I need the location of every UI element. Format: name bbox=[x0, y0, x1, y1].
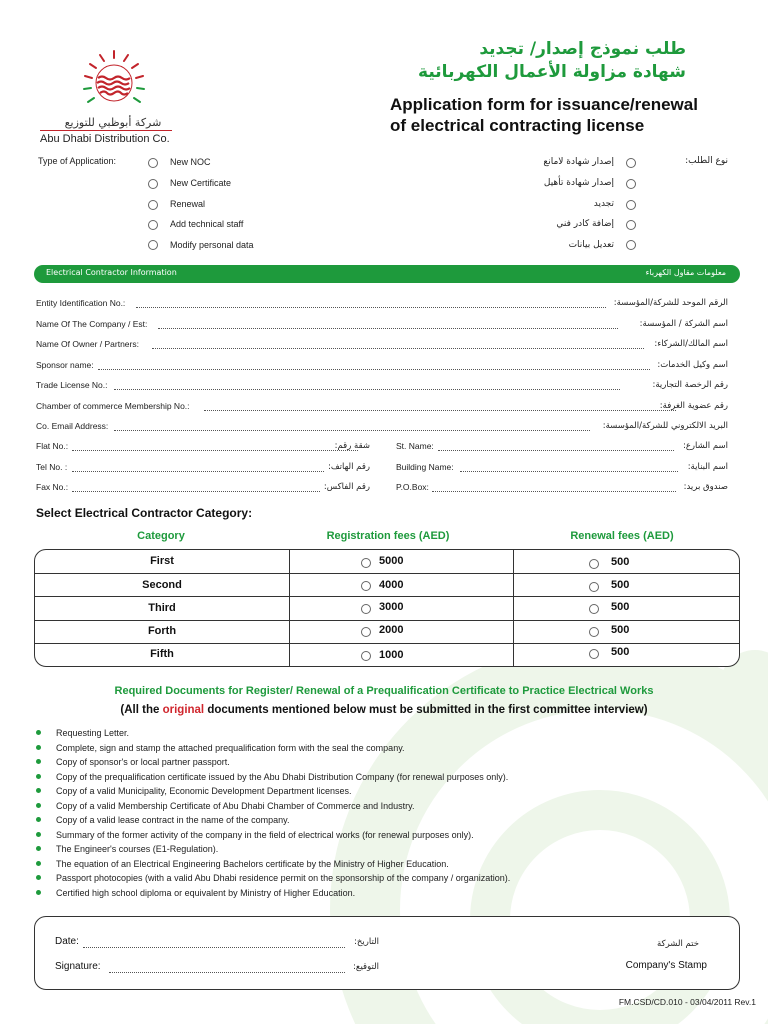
list-item bbox=[36, 828, 716, 842]
bullet-icon bbox=[36, 875, 41, 880]
list-item bbox=[36, 857, 716, 871]
title-en-line2: of electrical contracting license bbox=[390, 116, 645, 135]
category-name-second: Second bbox=[142, 579, 182, 591]
radio-renewal-fifth[interactable] bbox=[589, 649, 599, 659]
company-stamp-label: Company's Stamp bbox=[625, 960, 707, 971]
field-label-entity-id-ar: الرقم الموحد للشركة/المؤسسة: bbox=[613, 298, 728, 308]
note-highlight-original: original bbox=[162, 704, 205, 716]
field-input-chamber-membership[interactable] bbox=[204, 410, 676, 411]
bullet-icon bbox=[36, 846, 41, 851]
field-input-street-name[interactable] bbox=[438, 450, 674, 451]
field-label-email: Co. Email Address: bbox=[36, 421, 109, 431]
document-text: Summary of the former activity of the company in the field of electrical works (for renewal purposes only). bbox=[56, 830, 474, 840]
field-label-company-name: Name Of The Company / Est: bbox=[36, 319, 148, 329]
field-label-chamber-membership-ar: رقم عضوية الغرفة: bbox=[659, 401, 728, 411]
field-label-owner-name-ar: اسم المالك/الشركاء: bbox=[654, 339, 728, 349]
option-new-noc: New NOC bbox=[170, 157, 211, 167]
list-item bbox=[36, 886, 716, 900]
category-section-title: Select Electrical Contractor Category: bbox=[36, 506, 253, 520]
list-item bbox=[36, 871, 716, 885]
field-input-fax-no[interactable] bbox=[72, 491, 320, 492]
field-label-entity-id: Entity Identification No.: bbox=[36, 298, 126, 308]
radio-modify-personal-data-ar[interactable] bbox=[626, 240, 636, 250]
note-prefix: (All the bbox=[120, 704, 163, 716]
renewal-fee-second: 500 bbox=[611, 579, 630, 591]
form-title-arabic bbox=[418, 38, 686, 84]
field-label-trade-license-ar: رقم الرخصة التجارية: bbox=[652, 380, 728, 390]
note-suffix: documents mentioned below must be submitted in the first committee interview) bbox=[204, 704, 648, 716]
radio-renewal-first[interactable] bbox=[589, 559, 599, 569]
registration-fee-forth: 2000 bbox=[379, 624, 404, 636]
registration-fee-first: 5000 bbox=[379, 555, 404, 567]
renewal-fee-third: 500 bbox=[611, 601, 630, 613]
category-table bbox=[34, 549, 740, 667]
title-ar-line1: طلب نموذج إصدار/ تجديد bbox=[479, 39, 686, 59]
radio-renewal-second[interactable] bbox=[589, 582, 599, 592]
field-input-flat-no[interactable] bbox=[72, 450, 358, 451]
table-divider-row4 bbox=[35, 643, 739, 644]
field-label-fax-no-ar: رقم الفاكس: bbox=[323, 482, 370, 492]
field-input-building-name[interactable] bbox=[460, 471, 678, 472]
field-label-street-name-ar: اسم الشارع: bbox=[682, 441, 728, 451]
radio-renewal-third[interactable] bbox=[589, 604, 599, 614]
bullet-icon bbox=[36, 817, 41, 822]
category-name-first: First bbox=[150, 555, 174, 567]
radio-registration-first[interactable] bbox=[361, 558, 371, 568]
field-label-flat-no-ar: شقة رقم: bbox=[334, 441, 370, 451]
document-text: Copy of a valid Membership Certificate of Abu Dhabi Chamber of Commerce and Industry. bbox=[56, 801, 415, 811]
bullet-icon bbox=[36, 730, 41, 735]
option-add-technical-staff: Add technical staff bbox=[170, 219, 244, 229]
category-name-fifth: Fifth bbox=[150, 648, 174, 660]
signature-label: Signature: bbox=[55, 961, 101, 972]
date-label-ar: التاريخ: bbox=[354, 937, 379, 947]
document-text: Copy of the prequalification certificate issued by the Abu Dhabi Distribution Company (for renewal purposes only). bbox=[56, 772, 509, 782]
list-item bbox=[36, 726, 716, 740]
renewal-fee-fifth: 500 bbox=[611, 646, 630, 658]
contractor-info-bar bbox=[34, 265, 740, 283]
document-text: Requesting Letter. bbox=[56, 728, 130, 738]
required-documents-title: Required Documents for Register/ Renewal of a Prequalification Certificate to Practice Electrical Works bbox=[114, 685, 654, 697]
field-label-company-name-ar: اسم الشركة / المؤسسة: bbox=[639, 319, 728, 329]
title-ar-line2: شهادة مزاولة الأعمال الكهربائية bbox=[418, 62, 686, 82]
application-type-label: Type of Application: bbox=[38, 156, 117, 166]
registration-fee-second: 4000 bbox=[379, 579, 404, 591]
field-label-building-name: Building Name: bbox=[396, 462, 454, 472]
field-input-company-name[interactable] bbox=[158, 328, 618, 329]
date-label: Date: bbox=[55, 936, 79, 947]
bullet-icon bbox=[36, 774, 41, 779]
list-item bbox=[36, 842, 716, 856]
document-text: The Engineer's courses (E1-Regulation). bbox=[56, 844, 219, 854]
field-label-tel-no: Tel No. : bbox=[36, 462, 68, 472]
field-input-po-box[interactable] bbox=[432, 491, 676, 492]
list-item bbox=[36, 799, 716, 813]
contractor-info-title: Electrical Contractor Information bbox=[46, 268, 177, 277]
form-title-english bbox=[390, 94, 698, 136]
registration-fee-third: 3000 bbox=[379, 601, 404, 613]
table-divider-row2 bbox=[35, 596, 739, 597]
table-divider-col1 bbox=[289, 550, 290, 666]
field-label-po-box: P.O.Box: bbox=[396, 482, 429, 492]
bullet-icon bbox=[36, 788, 41, 793]
field-label-sponsor-name: Sponsor name: bbox=[36, 360, 94, 370]
signature-label-ar: التوقيع: bbox=[353, 962, 379, 972]
radio-new-certificate-ar[interactable] bbox=[626, 179, 636, 189]
radio-registration-third[interactable] bbox=[361, 604, 371, 614]
option-new-certificate-ar: إصدار شهادة تأهيل bbox=[543, 178, 614, 188]
application-type-label-ar: نوع الطلب: bbox=[685, 156, 728, 166]
date-input[interactable] bbox=[83, 947, 345, 948]
field-label-trade-license: Trade License No.: bbox=[36, 380, 108, 390]
logo-english-name: Abu Dhabi Distribution Co. bbox=[40, 133, 170, 145]
category-name-third: Third bbox=[148, 602, 176, 614]
field-label-street-name: St. Name: bbox=[396, 441, 434, 451]
field-label-chamber-membership: Chamber of commerce Membership No.: bbox=[36, 401, 190, 411]
bullet-icon bbox=[36, 745, 41, 750]
document-text: Complete, sign and stamp the attached prequalification form with the seal the company. bbox=[56, 743, 405, 753]
list-item bbox=[36, 770, 716, 784]
option-add-technical-staff-ar: إضافة كادر فني bbox=[556, 219, 614, 229]
document-text: Copy of a valid Municipality, Economic Development Department licenses. bbox=[56, 786, 352, 796]
renewal-fee-forth: 500 bbox=[611, 624, 630, 636]
radio-new-noc-ar[interactable] bbox=[626, 158, 636, 168]
logo-arabic-name: شركة أبوظبي للتوزيع bbox=[64, 116, 162, 129]
option-renewal: Renewal bbox=[170, 199, 206, 209]
radio-new-noc[interactable] bbox=[148, 158, 158, 168]
bullet-icon bbox=[36, 890, 41, 895]
field-input-entity-id[interactable] bbox=[136, 307, 606, 308]
radio-new-certificate[interactable] bbox=[148, 179, 158, 189]
list-item bbox=[36, 784, 716, 798]
radio-add-technical-staff[interactable] bbox=[148, 220, 158, 230]
radio-add-technical-staff-ar[interactable] bbox=[626, 220, 636, 230]
signature-input[interactable] bbox=[109, 972, 345, 973]
logo-divider bbox=[40, 130, 172, 131]
field-input-owner-name[interactable] bbox=[152, 348, 644, 349]
field-label-po-box-ar: صندوق بريد: bbox=[683, 482, 728, 492]
table-divider-row1 bbox=[35, 573, 739, 574]
radio-registration-fifth[interactable] bbox=[361, 651, 371, 661]
bullet-icon bbox=[36, 832, 41, 837]
field-input-sponsor-name[interactable] bbox=[98, 369, 650, 370]
table-divider-row3 bbox=[35, 620, 739, 621]
bullet-icon bbox=[36, 759, 41, 764]
column-header-registration: Registration fees (AED) bbox=[326, 530, 450, 542]
field-label-email-ar: البريد الالكتروني للشركة/المؤسسة: bbox=[602, 421, 728, 431]
field-input-email[interactable] bbox=[114, 430, 590, 431]
field-input-trade-license[interactable] bbox=[114, 389, 620, 390]
radio-modify-personal-data[interactable] bbox=[148, 240, 158, 250]
list-item bbox=[36, 741, 716, 755]
document-text: Copy of a valid lease contract in the name of the company. bbox=[56, 815, 290, 825]
radio-renewal-ar[interactable] bbox=[626, 200, 636, 210]
bullet-icon bbox=[36, 861, 41, 866]
category-name-forth: Forth bbox=[147, 625, 177, 637]
list-item bbox=[36, 813, 716, 827]
form-code-footer: FM.CSD/CD.010 - 03/04/2011 Rev.1 bbox=[618, 997, 756, 1007]
radio-registration-second[interactable] bbox=[361, 581, 371, 591]
column-header-renewal: Renewal fees (AED) bbox=[570, 530, 674, 542]
field-input-tel-no[interactable] bbox=[72, 471, 324, 472]
field-label-tel-no-ar: رقم الهاتف: bbox=[327, 462, 370, 472]
document-text: Certified high school diploma or equivalent by Ministry of Higher Education. bbox=[56, 888, 356, 898]
column-header-category: Category bbox=[137, 530, 185, 542]
radio-renewal-forth[interactable] bbox=[589, 627, 599, 637]
title-en-line1: Application form for issuance/renewal bbox=[390, 95, 698, 114]
field-label-fax-no: Fax No.: bbox=[36, 482, 69, 492]
document-text: Copy of sponsor's or local partner passport. bbox=[56, 757, 230, 767]
company-logo bbox=[60, 50, 180, 118]
company-stamp-label-ar: ختم الشركة bbox=[656, 939, 699, 949]
radio-renewal[interactable] bbox=[148, 200, 158, 210]
signature-section bbox=[34, 916, 740, 990]
bullet-icon bbox=[36, 803, 41, 808]
required-documents-note bbox=[0, 704, 768, 716]
registration-fee-fifth: 1000 bbox=[379, 649, 404, 661]
renewal-fee-first: 500 bbox=[611, 556, 630, 568]
option-renewal-ar: تجديد bbox=[593, 199, 614, 209]
option-new-noc-ar: إصدار شهادة لامانع bbox=[543, 157, 614, 167]
field-label-building-name-ar: اسم البناية: bbox=[687, 462, 728, 472]
field-label-flat-no: Flat No.: bbox=[36, 441, 69, 451]
field-label-sponsor-name-ar: اسم وكيل الخدمات: bbox=[657, 360, 728, 370]
field-label-owner-name: Name Of Owner / Partners: bbox=[36, 339, 139, 349]
table-divider-col2 bbox=[513, 550, 514, 666]
radio-registration-forth[interactable] bbox=[361, 627, 371, 637]
option-new-certificate: New Certificate bbox=[170, 178, 232, 188]
option-modify-personal-data-ar: تعديل بيانات bbox=[568, 240, 614, 250]
document-text: Passport photocopies (with a valid Abu Dhabi residence permit on the sponsorship of the company / organization). bbox=[56, 873, 511, 883]
contractor-info-title-ar: معلومات مقاول الكهرباء bbox=[645, 268, 726, 277]
option-modify-personal-data: Modify personal data bbox=[170, 240, 254, 250]
list-item bbox=[36, 755, 716, 769]
document-text: The equation of an Electrical Engineering Bachelors certificate by the Ministry of Higher Education. bbox=[56, 859, 449, 869]
